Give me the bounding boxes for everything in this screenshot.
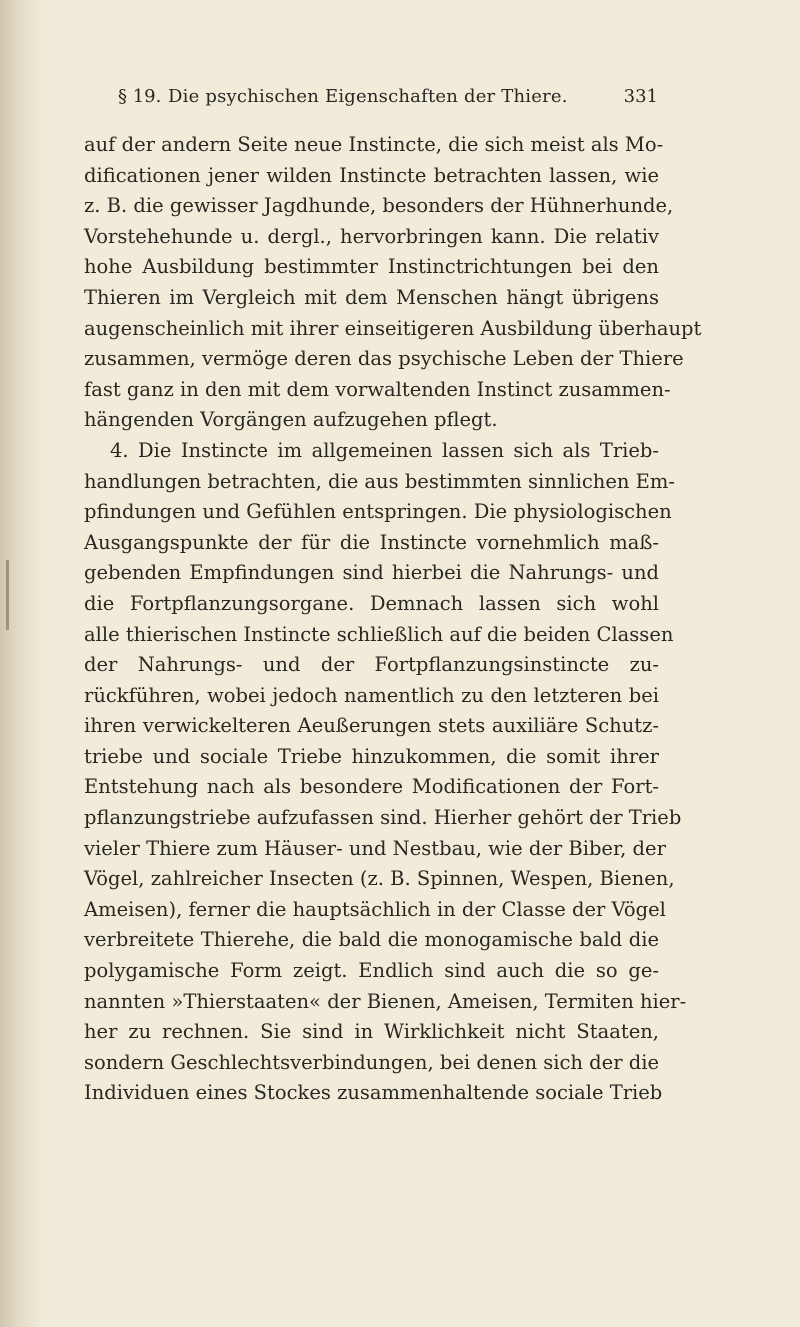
page-gutter-shadow (0, 0, 42, 1327)
running-header (118, 80, 658, 114)
text-line: pfindungen und Gefühlen entspringen. Die physiologischen (84, 500, 672, 524)
text-line: zusammen, vermöge deren das psychische Leben der Thiere (84, 347, 684, 371)
text-line: Vögel, zahlreicher Insecten (z. B. Spinnen, Wespen, Bienen, (84, 867, 675, 891)
text-line: Vorstehehunde u. dergl., hervorbringen kann. Die relativ (84, 224, 659, 248)
text-line: ihren verwickelteren Aeußerungen stets auxiliäre Schutz- (84, 714, 659, 738)
text-line: fast ganz in den mit dem vorwaltenden Instinct zusammen- (84, 377, 671, 401)
text-line: verbreitete Thierehe, die bald die monogamische bald die (84, 928, 659, 952)
text-line: polygamische Form zeigt. Endlich sind auch die so ge- (84, 959, 659, 983)
text-line: nannten »Thierstaaten« der Bienen, Ameisen, Termiten hier- (84, 989, 687, 1013)
text-line: pflanzungstriebe aufzufassen sind. Hierher gehört der Trieb (84, 806, 682, 830)
page-number: 331 (623, 86, 658, 107)
text-line: rückführen, wobei jedoch namentlich zu den letzteren bei (84, 683, 659, 707)
text-line: z. B. die gewisser Jagdhunde, besonders der Hühnerhunde, (84, 194, 674, 218)
text-line: triebe und sociale Triebe hinzukommen, die somit ihrer (84, 744, 659, 768)
text-line: auf der andern Seite neue Instincte, die sich meist als Mo- (84, 133, 664, 156)
text-line: Entstehung nach als besondere Modificationen der Fort- (84, 775, 659, 799)
text-line: Thieren im Vergleich mit dem Menschen hängt übrigens (84, 285, 659, 309)
body-text (84, 130, 702, 1109)
text-line: handlungen betrachten, die aus bestimmten sinnlichen Em- (84, 469, 675, 493)
text-line: die Fortpflanzungsorgane. Demnach lassen sich wohl (84, 591, 659, 615)
paragraph-start-line: 4. Die Instincte im allgemeinen lassen sich als Trieb- (110, 438, 659, 462)
text-line: vieler Thiere zum Häuser- und Nestbau, wie der Biber, der (84, 836, 666, 860)
text-line: augenscheinlich mit ihrer einseitigeren Ausbildung überhaupt (84, 316, 702, 340)
paragraph-end-line: hängenden Vorgängen aufzugehen pflegt. (84, 408, 498, 432)
text-line: Individuen eines Stockes zusammenhaltende sociale Trieb (84, 1081, 663, 1105)
text-line: dificationen jener wilden Instincte betrachten lassen, wie (84, 163, 659, 187)
text-line: sondern Geschlechtsverbindungen, bei denen sich der die (84, 1050, 659, 1074)
header-title: Die psychischen Eigenschaften der Thiere. (168, 86, 568, 107)
text-line: alle thierischen Instincte schließlich auf die beiden Classen (84, 622, 674, 646)
text-line: Ausgangspunkte der für die Instincte vornehmlich maß- (84, 530, 659, 554)
text-line: her zu rechnen. Sie sind in Wirklichkeit nicht Staaten, (84, 1020, 659, 1044)
text-line: Ameisen), ferner die hauptsächlich in der Classe der Vögel (84, 897, 666, 921)
binding-mark (6, 560, 9, 630)
text-line: hohe Ausbildung bestimmter Instinctrichtungen bei den (84, 255, 659, 279)
text-line: gebenden Empfindungen sind hierbei die Nahrungs- und (84, 561, 659, 585)
text-line: der Nahrungs- und der Fortpflanzungsinstincte zu- (84, 653, 659, 677)
section-number: § 19. (118, 86, 162, 107)
